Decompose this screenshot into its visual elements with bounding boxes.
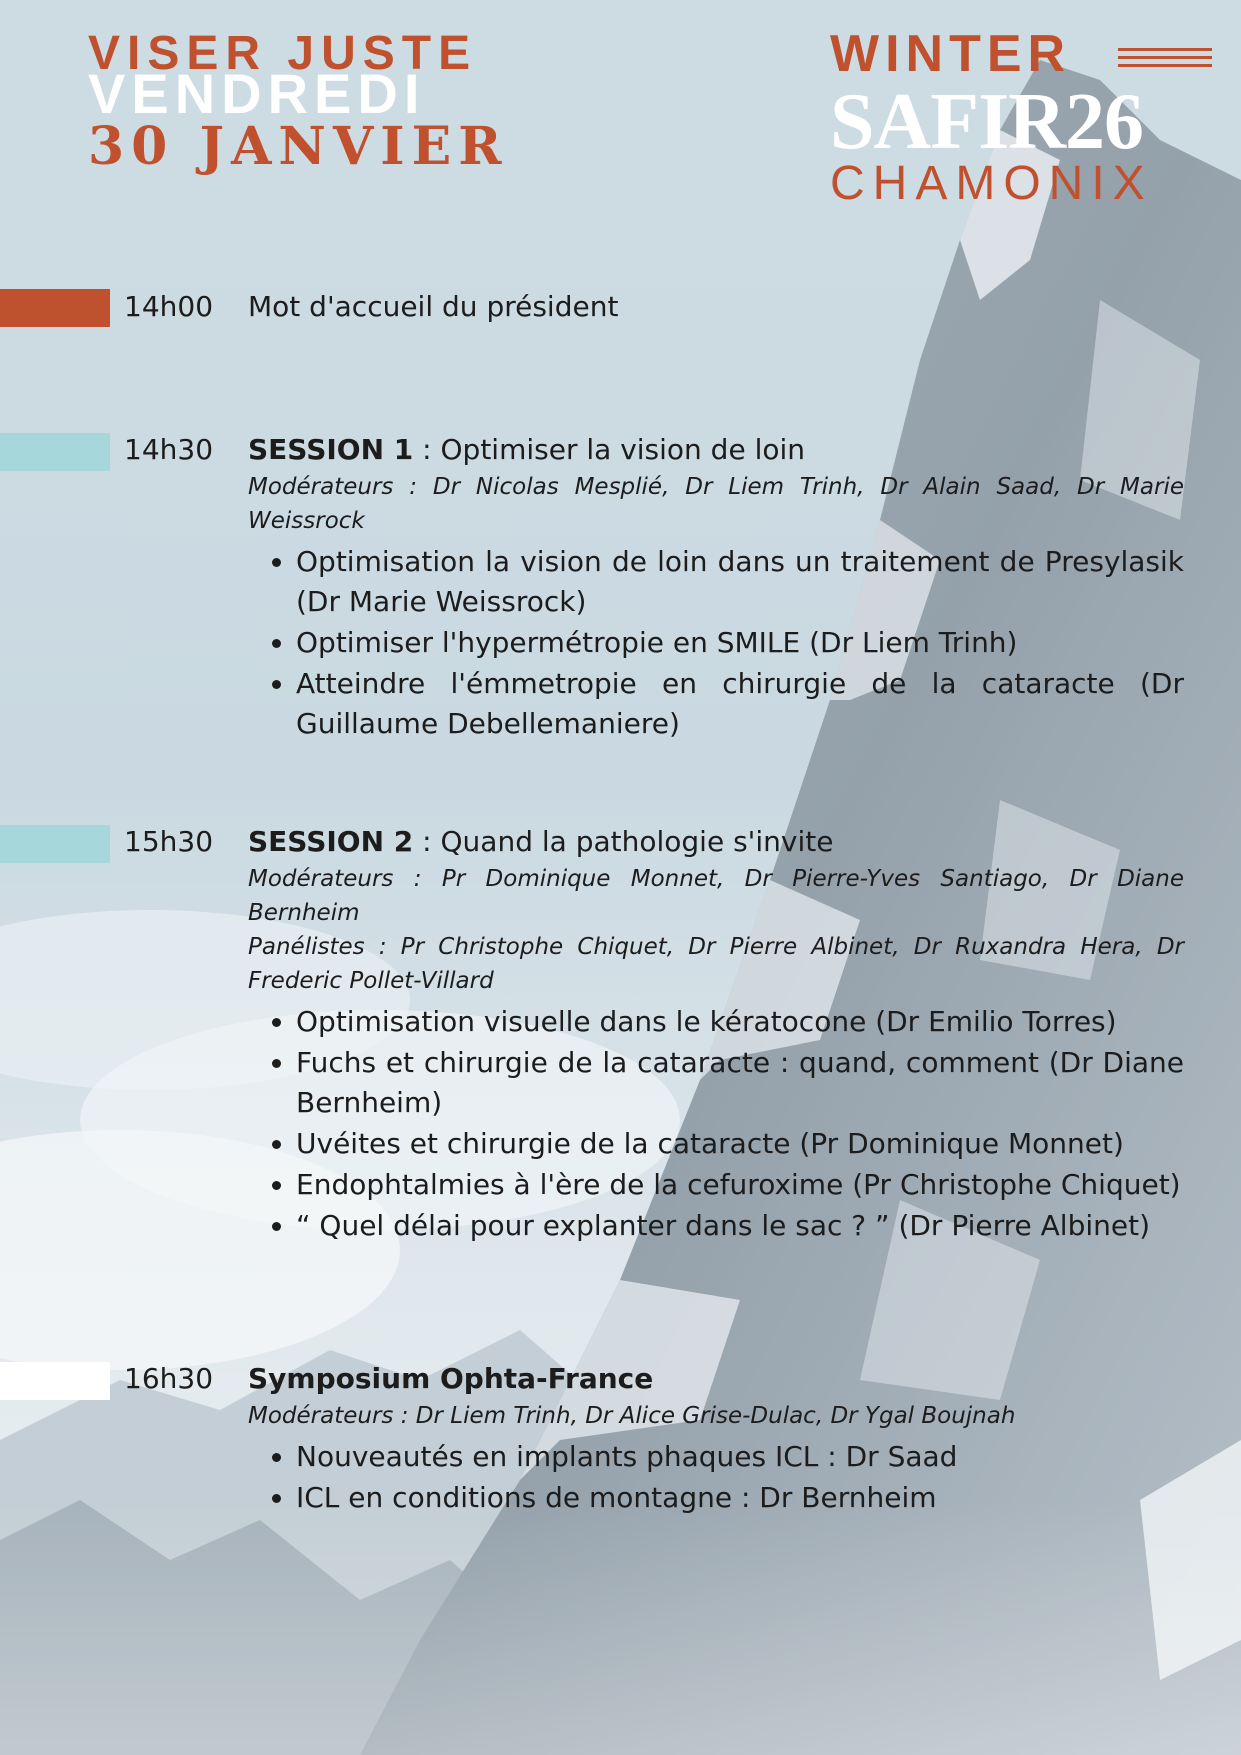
session-bar bbox=[0, 433, 110, 471]
list-item: • Nouveautés en implants phaques ICL : Dr Saad bbox=[296, 1437, 1184, 1477]
moderators: Modérateurs : Dr Nicolas Mesplié, Dr Liem Trinh, Dr Alain Saad, Dr Marie Weissrock bbox=[248, 474, 1184, 534]
list-item: • Optimisation la vision de loin dans un traitement de Presylasik (Dr Marie Weissrock) bbox=[296, 542, 1184, 622]
day-header bbox=[88, 28, 508, 176]
list-item: • “ Quel délai pour explanter dans le sac ? ” (Dr Pierre Albinet) bbox=[296, 1206, 1184, 1246]
talk-list bbox=[248, 1437, 1184, 1518]
day-name: VENDREDI bbox=[88, 62, 426, 125]
slot-time: 16h30 bbox=[124, 1362, 214, 1395]
list-item: • Fuchs et chirurgie de la cataracte : quand, comment (Dr Diane Bernheim) bbox=[296, 1043, 1184, 1123]
session-title bbox=[248, 430, 1184, 470]
slot-time: 15h30 bbox=[124, 825, 214, 858]
moderators: Modérateurs : Dr Liem Trinh, Dr Alice Grise-Dulac, Dr Ygal Boujnah bbox=[248, 1403, 1016, 1429]
talk-list bbox=[248, 1002, 1184, 1246]
logo-winter: WINTER bbox=[830, 25, 1072, 83]
panelists: Panélistes : Pr Christophe Chiquet, Dr Pierre Albinet, Dr Ruxandra Hera, Dr Frederic Pollet-Villard bbox=[248, 934, 1184, 994]
session-label: SESSION 1 bbox=[248, 433, 414, 466]
theme-title: VISER JUSTE bbox=[88, 27, 478, 80]
session-label: SESSION 2 bbox=[248, 825, 414, 858]
list-item: • Uvéites et chirurgie de la cataracte (Pr Dominique Monnet) bbox=[296, 1124, 1184, 1164]
list-item: • Atteindre l'émmetropie en chirurgie de la cataracte (Dr Guillaume Debellemaniere) bbox=[296, 664, 1184, 744]
session-title bbox=[248, 822, 1184, 862]
list-item: • Endophtalmies à l'ère de la cefuroxime (Pr Christophe Chiquet) bbox=[296, 1165, 1184, 1205]
talk-list bbox=[248, 542, 1184, 744]
list-item: • Optimisation visuelle dans le kératocone (Dr Emilio Torres) bbox=[296, 1002, 1184, 1042]
welcome-bar bbox=[0, 289, 110, 327]
list-item: • ICL en conditions de montagne : Dr Bernheim bbox=[296, 1478, 1184, 1518]
session-bar bbox=[0, 825, 110, 863]
slot-time: 14h00 bbox=[124, 290, 214, 323]
session-subject: : Optimiser la vision de loin bbox=[413, 433, 806, 466]
list-item: • Optimiser l'hypermétropie en SMILE (Dr Liem Trinh) bbox=[296, 623, 1184, 663]
symposium-bar bbox=[0, 1362, 110, 1400]
stripes-icon bbox=[1118, 48, 1212, 72]
logo-chamonix: CHAMONIX bbox=[830, 157, 1153, 210]
session-subject: : Quand la pathologie s'invite bbox=[413, 825, 834, 858]
day-date: 30 JANVIER bbox=[88, 116, 509, 177]
session-label: Symposium Ophta-France bbox=[248, 1362, 654, 1395]
slot-title: Mot d'accueil du président bbox=[248, 290, 619, 323]
logo-safir26: SAFIR26 bbox=[830, 78, 1144, 166]
session-title bbox=[248, 1359, 1184, 1399]
slot-time: 14h30 bbox=[124, 433, 214, 466]
moderators: Modérateurs : Pr Dominique Monnet, Dr Pierre-Yves Santiago, Dr Diane Bernheim bbox=[248, 866, 1184, 926]
